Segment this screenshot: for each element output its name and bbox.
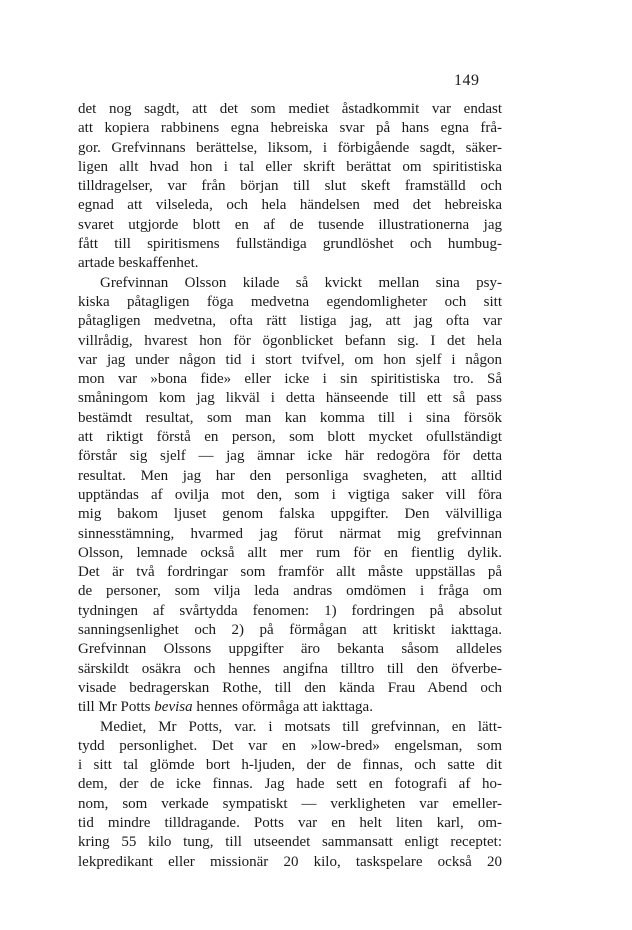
text-line: att kopiera rabbinens egna hebreiska svar på hans egna frå- [78, 120, 502, 137]
text-line: tilldragelser, var från början till slut skeft framställd och [78, 178, 502, 195]
text-line: tydd personlighet. Det var en »low-bred» engelsman, som [78, 737, 502, 754]
text-line: upptändas af ovilja mot den, som i vigtiga saker vill föra [78, 486, 502, 503]
text-line: var jag under någon tid i stort tvifvel, om hon sjelf i någon [78, 351, 502, 368]
text-line: tydningen af svårtydda fenomen: 1) fordringen på absolut [78, 602, 502, 619]
text-line: lekpredikant eller missionär 20 kilo, taskspelare också 20 [78, 853, 502, 870]
text-line: nom, som verkade sympatiskt — verkligheten var emeller- [78, 795, 502, 812]
text-line: artade beskaffenhet. [78, 255, 199, 272]
text-line: särskildt osäkra och hennes angifna tilltro till den öfverbe- [78, 660, 502, 677]
text-line: småningom kom jag likväl i detta hänseende till ett så pass [78, 390, 502, 407]
text-line: fått till spiritismens fullständiga grundlöshet och humbug- [78, 236, 502, 253]
emphasis: bevisa [154, 699, 193, 716]
text-line: Grefvinnan Olssons uppgifter äro bekanta såsom alldeles [78, 641, 502, 658]
text-line: resultat. Men jag har den personliga svagheten, att alltid [78, 467, 502, 484]
text-line: villrådig, hvarest hon för ögonblicket befann sig. I det hela [78, 332, 502, 349]
text-line: sinnesstämning, hvarmed jag förut närmat mig grefvinnan [78, 525, 502, 542]
body-text [78, 100, 502, 872]
text-line: Det är två fordringar som framför allt måste uppställas på [78, 564, 502, 581]
text-line: svaret utgjorde blott en af de tusende illustrationerna jag [78, 216, 502, 233]
text-line: påtagligen medvetna, ofta rätt listiga jag, att jag ofta var [78, 313, 502, 330]
text-line: till Mr Potts bevisa hennes oförmåga att iakttaga. [78, 699, 373, 716]
text-line: mon var »bona fide» eller icke i sin spiritistiska tro. Så [78, 371, 502, 388]
text-line: i sitt tal glömde bort h-ljuden, der de finnas, och satte dit [78, 757, 502, 774]
text-line: det nog sagdt, att det som mediet åstadkommit var endast [78, 101, 502, 117]
text-line: sanningsenlighet och 2) på förmågan att kritiskt iakttaga. [78, 622, 502, 639]
text-line: Grefvinnan Olsson kilade så kvickt mellan sina psy- [100, 274, 502, 291]
text-line: Mediet, Mr Potts, var. i motsats till grefvinnan, en lätt- [100, 718, 502, 735]
page-number: 149 [454, 72, 480, 89]
text-line: tid mindre tilldragande. Potts var en helt liten karl, om- [78, 814, 502, 831]
text-line: förstår sig sjelf — jag ämnar icke här redogöra för detta [78, 448, 502, 465]
text-line: kring 55 kilo tung, till utseendet sammansatt enligt receptet: [78, 834, 502, 851]
text-line: gor. Grefvinnans berättelse, liksom, i förbigående sagdt, säker- [78, 139, 502, 156]
text-line: dem, der de icke finnas. Jag hade sett en fotografi af ho- [78, 776, 502, 793]
text-line: de personer, som vilja leda andras omdömen i fråga om [78, 583, 502, 600]
text-line: Olsson, lemnade också allt mer rum för en fientlig dylik. [78, 544, 502, 561]
text-line: kiska påtagligen föga medvetna egendomligheter och sitt [78, 293, 502, 310]
text-line: ligen allt hvad hon i tal eller skrift berättat om spiritistiska [78, 158, 502, 175]
text-line: bestämdt resultat, som man kan komma till i sina försök [78, 409, 502, 426]
text-line: att riktigt förstå en person, som blott mycket ofullständigt [78, 429, 502, 446]
text-line: mig bakom ljuset genom falska uppgifter. Den välvilliga [78, 506, 502, 523]
text-line: egnad att vilseleda, och hela händelsen med det hebreiska [78, 197, 502, 214]
text-line: visade bedragerskan Rothe, till den kända Frau Abend och [78, 679, 502, 696]
